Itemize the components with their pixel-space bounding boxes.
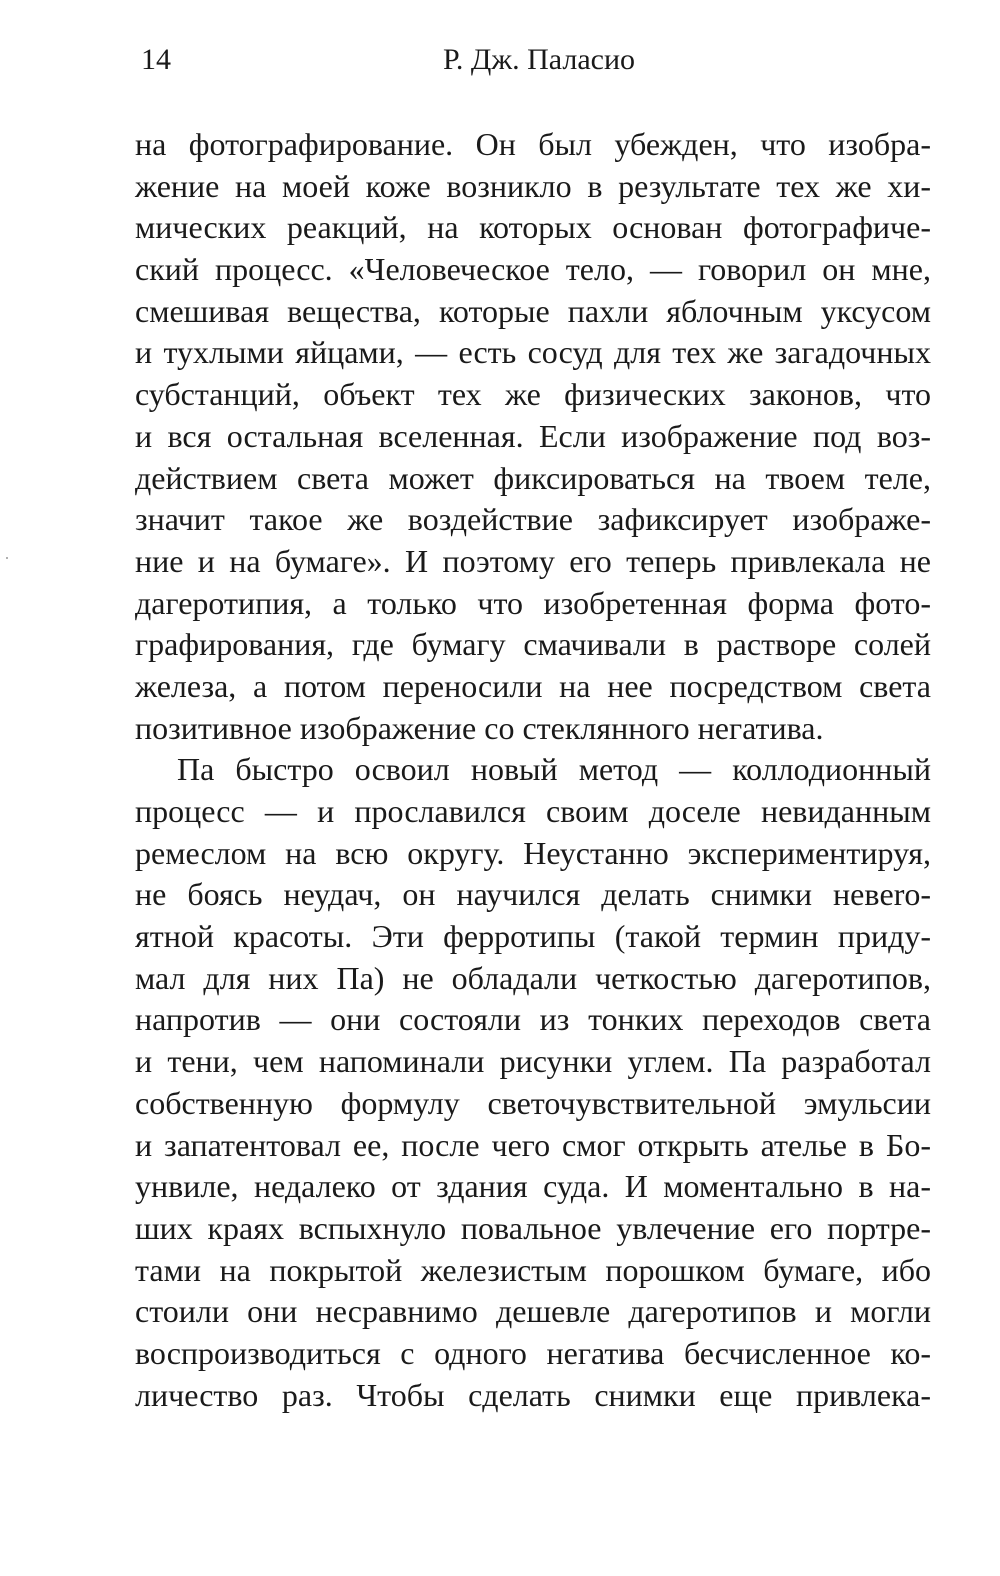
text-line: мал для них Па) не обладали четкостью дагеротипов, (135, 959, 931, 996)
text-line: действием света может фиксироваться на твоем теле, (135, 459, 931, 496)
text-line: и тени, чем напоминали рисунки углем. Па разработал (135, 1043, 931, 1080)
text-line: значит такое же воздействие зафиксирует изображе- (135, 501, 931, 538)
text-line: позитивное изображение со стеклянного негатива. (135, 709, 824, 746)
text-line: и вся остальная вселенная. Если изображение под воз- (135, 417, 931, 454)
body-text (135, 124, 931, 1416)
text-line: воспроизводиться с одного негатива бесчисленное ко- (135, 1334, 931, 1371)
stray-mark (6, 557, 8, 559)
running-head: Р. Дж. Паласио (442, 43, 636, 76)
text-line: субстанций, объект тех же физических законов, что (135, 376, 931, 413)
text-line: процесс — и прославился своим доселе невиданным (135, 793, 931, 829)
paragraph-1 (135, 124, 931, 749)
text-line: ятной красоты. Эти ферротипы (такой термин приду- (135, 918, 931, 955)
text-line: личество раз. Чтобы сделать снимки еще привлека- (135, 1376, 931, 1413)
text-line: мических реакций, на которых основан фотографиче- (135, 209, 931, 246)
text-line: напротив — они состояли из тонких переходов света (135, 1001, 931, 1038)
text-line: тами на покрытой железистым порошком бумаге, ибо (135, 1251, 931, 1288)
text-line: унвиле, недалеко от здания суда. И моментально в на- (135, 1168, 931, 1205)
text-line: жение на моей коже возникло в результате тех же хи- (135, 167, 931, 204)
text-line: собственную формулу светочувствительной эмульсии (135, 1084, 931, 1121)
text-line: ние и на бумаге». И поэтому его теперь привлекала не (135, 542, 931, 579)
text-line: графирования, где бумагу смачивали в растворе солей (135, 626, 931, 663)
paragraph-2 (135, 749, 931, 1416)
text-line: Па быстро освоил новый метод — коллодионный (177, 751, 931, 788)
text-line: дагеротипия, а только что изобретенная форма фото- (135, 584, 931, 621)
page-number: 14 (141, 43, 171, 76)
text-line: ремеслом на всю округу. Неустанно экспериментируя, (135, 834, 931, 871)
text-line: и тухлыми яйцами, — есть сосуд для тех же загадочных (135, 334, 931, 371)
text-line: железа, а потом переносили на нее посредством света (135, 667, 931, 704)
text-line: смешивая вещества, которые пахли яблочным уксусом (135, 292, 931, 329)
text-line: не боясь неудач, он научился делать снимки невero- (135, 876, 931, 913)
text-line: стоили они несравнимо дешевле дагеротипов и могли (135, 1293, 931, 1330)
text-line: и запатентовал ее, после чего смог открыть ателье в Бо- (135, 1126, 931, 1163)
text-line: ский процесс. «Человеческое тело, — говорил он мне, (135, 251, 931, 288)
text-line: на фотографирование. Он был убежден, что изобра- (135, 126, 931, 162)
text-line: ших краях вспыхнуло повальное увлечение его портре- (135, 1209, 931, 1246)
